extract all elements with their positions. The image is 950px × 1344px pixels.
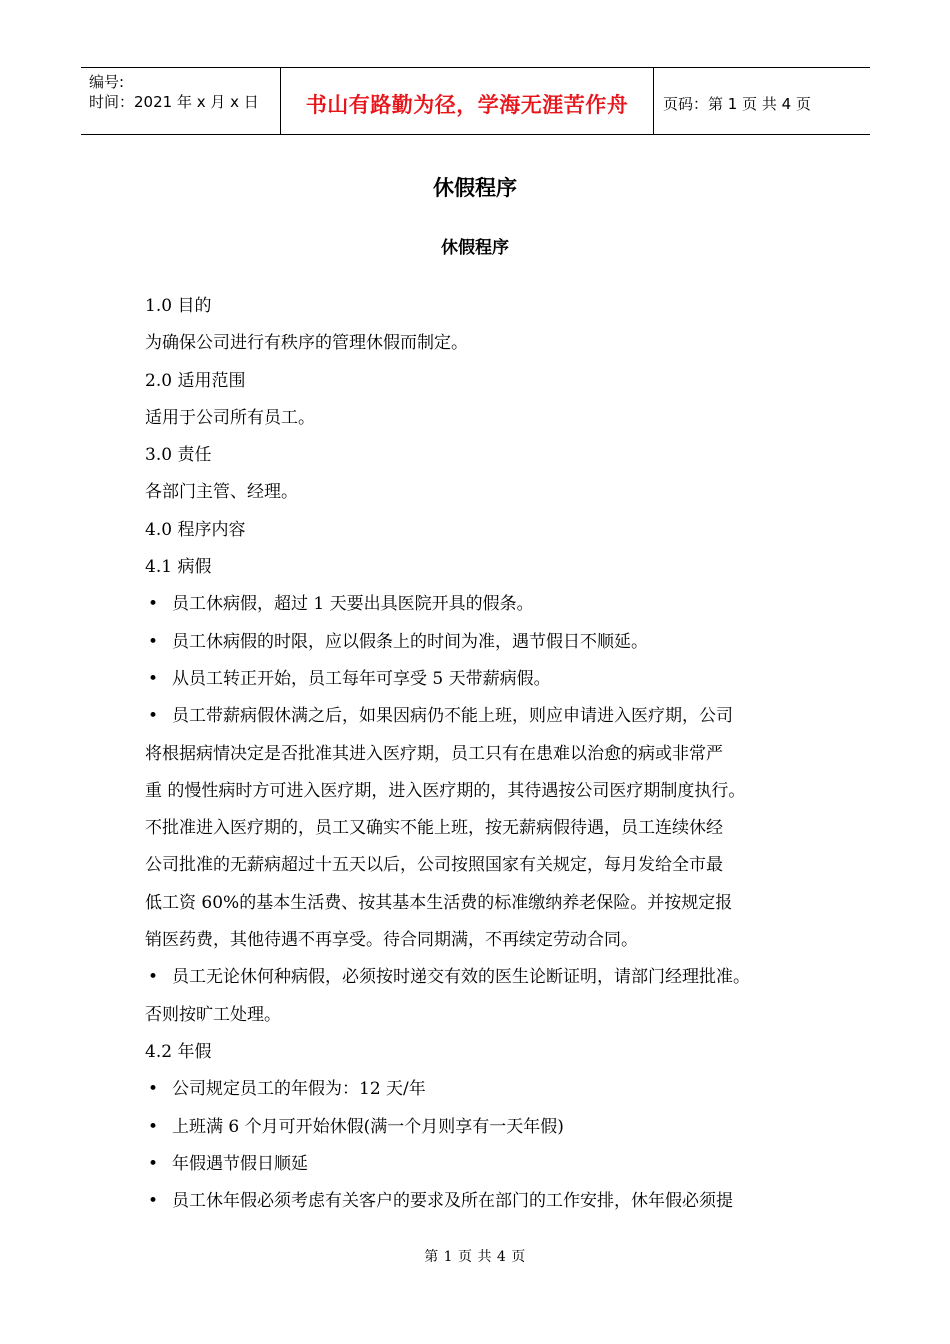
line-text: 3.0 责任	[145, 445, 212, 466]
line-text: 不批准进入医疗期的，员工又确实不能上班，按无薪病假待遇，员工连续休经	[145, 818, 723, 839]
bullet-item	[145, 1071, 835, 1108]
body-line	[145, 922, 835, 959]
line-text: 为确保公司进行有秩序的管理休假而制定。	[145, 333, 468, 354]
line-text: 将根据病情决定是否批准其进入医疗期，员工只有在患难以治愈的病或非常严	[145, 743, 723, 764]
bullet-item	[145, 698, 835, 735]
body-line	[145, 400, 835, 437]
line-text: 适用于公司所有员工。	[145, 407, 315, 428]
bullet-item	[145, 1183, 835, 1220]
page-info: 页码：第 1 页 共 4 页	[663, 94, 811, 113]
document-title: 休假程序	[433, 176, 517, 200]
body-line	[145, 810, 835, 847]
bullet-item	[145, 586, 835, 623]
body-line	[145, 736, 835, 773]
line-text: 各部门主管、经理。	[145, 482, 298, 503]
header-page-cell	[654, 68, 870, 134]
line-text: 员工无论休何种病假，必须按时递交有效的医生论断证明，请部门经理批准。	[172, 967, 750, 988]
body-line	[145, 549, 835, 586]
body-line	[145, 325, 835, 362]
document-time-label: 时间：2021 年 x 月 x 日	[89, 93, 259, 111]
line-text: 员工休年假必须考虑有关客户的要求及所在部门的工作安排，休年假必须提	[172, 1191, 733, 1212]
line-text: 低工资 60%的基本生活费、按其基本生活费的标准缴纳养老保险。并按规定报	[145, 892, 733, 913]
body-line	[145, 847, 835, 884]
body-line	[145, 437, 835, 474]
header-meta-cell	[81, 68, 281, 134]
bullet-item	[145, 624, 835, 661]
body-line	[145, 1034, 835, 1071]
body-line	[145, 773, 835, 810]
bullet-item	[145, 661, 835, 698]
bullet-item	[145, 1109, 835, 1146]
line-text: 重 的慢性病时方可进入医疗期，进入医疗期的，其待遇按公司医疗期制度执行。	[145, 780, 746, 801]
line-text: 公司规定员工的年假为：12 天/年	[172, 1079, 426, 1100]
body-line	[145, 474, 835, 511]
motto-text: 书山有路勤为径，学海无涯苦作舟	[305, 93, 629, 117]
line-text: 年假遇节假日顺延	[172, 1153, 308, 1174]
bullet-dot: •	[148, 967, 159, 988]
document-subtitle: 休假程序	[441, 238, 509, 258]
line-text: 4.0 程序内容	[145, 519, 246, 540]
line-text: 上班满 6 个月可开始休假(满一个月则享有一天年假)	[172, 1116, 564, 1137]
body-line	[145, 997, 835, 1034]
line-text: 从员工转正开始，员工每年可享受 5 天带薪病假。	[172, 668, 551, 689]
body-line	[145, 512, 835, 549]
line-text: 否则按旷工处理。	[145, 1004, 281, 1025]
header-motto-cell	[281, 68, 654, 134]
bullet-dot: •	[148, 1116, 159, 1137]
line-text: 4.1 病假	[145, 557, 212, 578]
bullet-item	[145, 959, 835, 996]
bullet-dot: •	[148, 1079, 159, 1100]
document-body	[145, 288, 835, 1220]
body-line	[145, 288, 835, 325]
line-text: 员工休病假，超过 1 天要出具医院开具的假条。	[172, 594, 534, 615]
line-text: 2.0 适用范围	[145, 370, 246, 391]
bullet-dot: •	[148, 668, 159, 689]
line-text: 1.0 目的	[145, 296, 212, 316]
bullet-dot: •	[148, 594, 159, 615]
bullet-item	[145, 1146, 835, 1183]
page-footer: 第 1 页 共 4 页	[424, 1249, 526, 1265]
header-table	[81, 67, 870, 135]
body-line	[145, 885, 835, 922]
line-text: 公司批准的无薪病超过十五天以后，公司按照国家有关规定，每月发给全市最	[145, 855, 723, 876]
line-text: 员工带薪病假休满之后，如果因病仍不能上班，则应申请进入医疗期，公司	[172, 706, 733, 727]
line-text: 销医药费，其他待遇不再享受。待合同期满，不再续定劳动合同。	[145, 930, 638, 951]
line-text: 4.2 年假	[145, 1041, 212, 1062]
bullet-dot: •	[148, 1153, 159, 1174]
body-line	[145, 363, 835, 400]
bullet-dot: •	[148, 631, 159, 652]
bullet-dot: •	[148, 706, 159, 727]
document-number-label: 编号:	[89, 73, 125, 91]
bullet-dot: •	[148, 1191, 159, 1212]
line-text: 员工休病假的时限，应以假条上的时间为准，遇节假日不顺延。	[172, 631, 648, 652]
